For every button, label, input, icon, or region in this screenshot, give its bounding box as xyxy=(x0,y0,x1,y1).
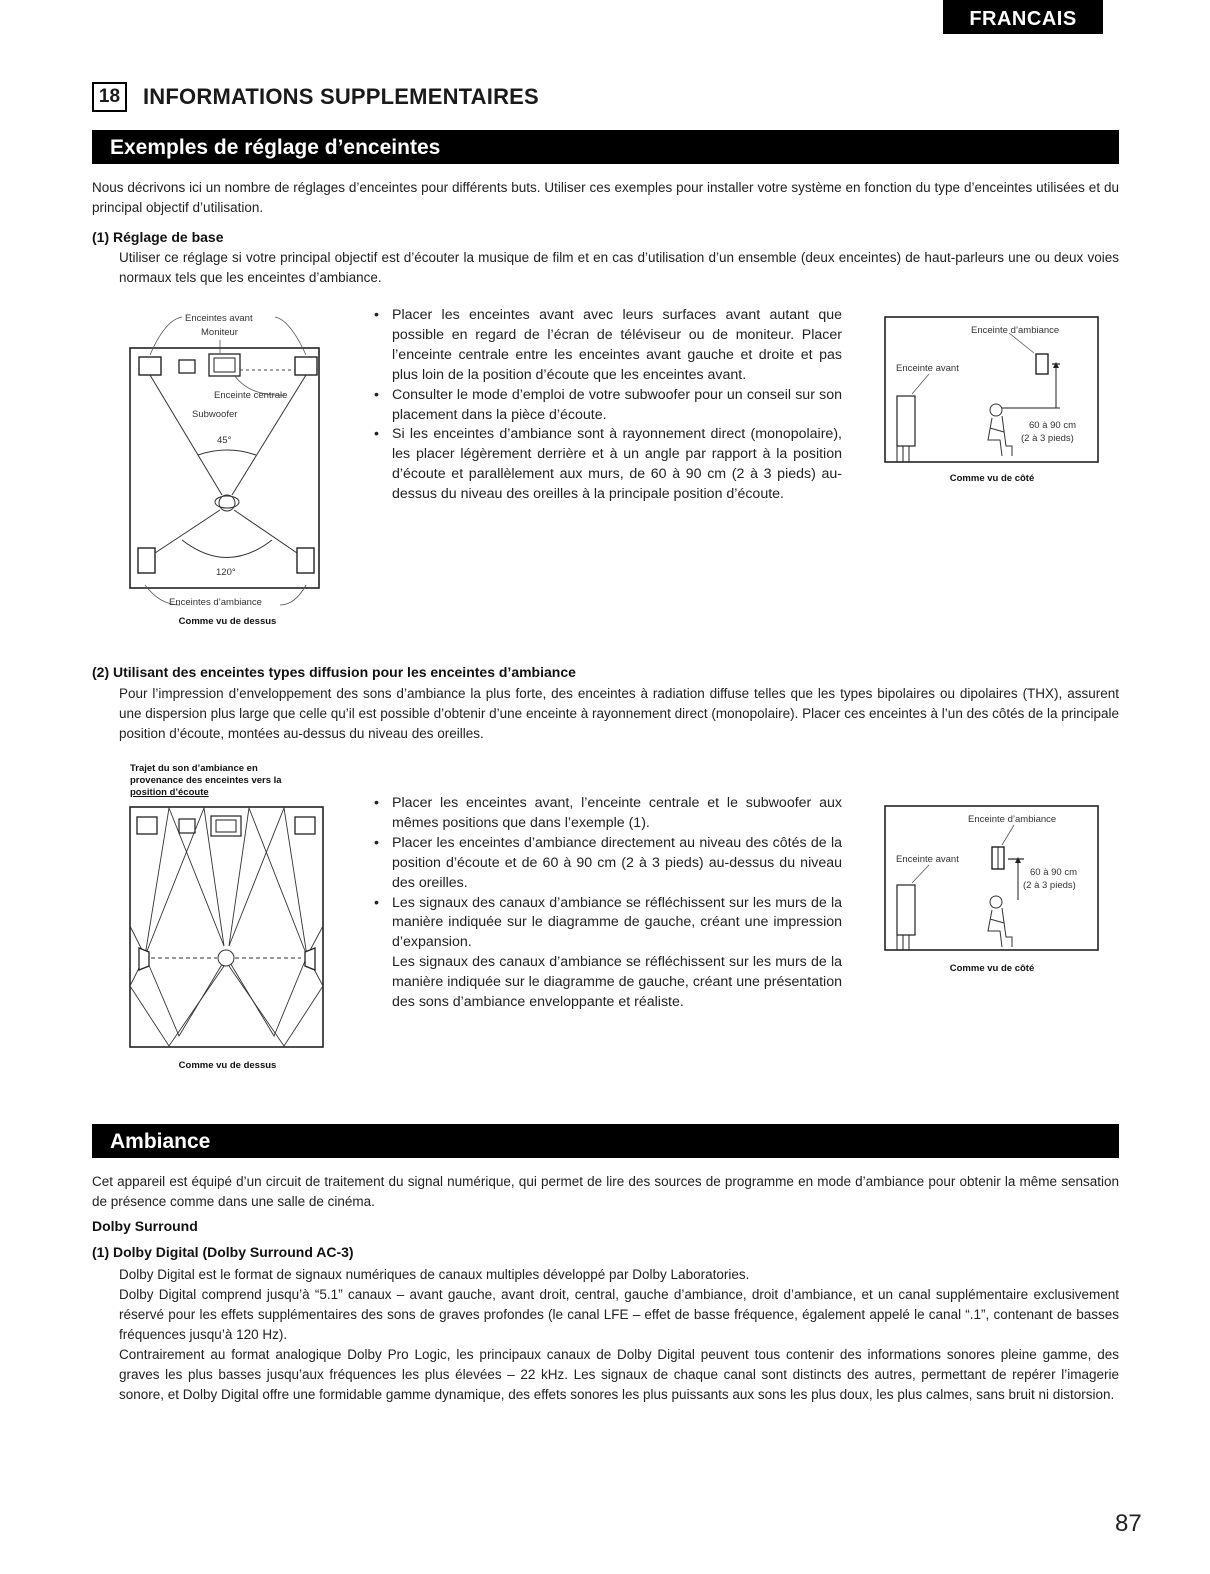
dolby-digital-paragraph-2: Dolby Digital comprend jusqu’à “5.1” canaux – avant gauche, avant droit, central, gauche d’ambiance, droit d’ambiance, et un canal supplémentaire exclusivement réservé pour les effets supplémentaires des sons de graves profondes (le canal LFE – effet de basse fréquence, également appelé le canal “.1”, contenant de basses fréquences jusqu’à 120 Hz). xyxy=(119,1287,1119,1342)
dolby-digital-paragraph-1: Dolby Digital est le format de signaux numériques de canaux multiples développé par Dolby Laboratories. xyxy=(119,1267,750,1282)
angle-45-label: 45° xyxy=(217,435,232,446)
angle-120-label: 120° xyxy=(216,567,236,578)
front-label-leader-left xyxy=(150,317,182,355)
surround-right-speaker-icon xyxy=(297,548,314,573)
surround-right-line xyxy=(234,510,297,553)
top-view-caption-2: Comme vu de dessus xyxy=(178,1060,277,1071)
front-right-speaker-icon xyxy=(295,817,315,834)
front-speaker-side-icon xyxy=(897,396,915,446)
front-speaker-side-icon xyxy=(897,885,915,935)
angle-120-arc xyxy=(182,540,272,558)
front-left-speaker-icon xyxy=(139,357,161,375)
listener-seated-icon xyxy=(988,908,1012,947)
item2-text: Pour l’impression d’enveloppement des sons d’ambiance la plus forte, des enceintes à radiation diffuse telles que les types bipolaires ou dipolaires (THX), assurent une dispersion plus large que celle qu’il est possible d’obtenir d’une enceinte à rayonnement direct (monopolaire). Placer ces enceintes à l’un des côtés de la principale position d’écoute, montées au-dessus du niveau des oreilles. xyxy=(119,686,1119,741)
surround-left-speaker-icon xyxy=(138,548,155,573)
angle-45-arc xyxy=(198,450,256,455)
side-surround-label: Enceinte d’ambiance xyxy=(971,325,1060,336)
item1-text: Utiliser ce réglage si votre principal objectif est d’écouter la musique de film et en cas d’utilisation d’un ensemble (deux enceintes) de haut-parleurs une ou deux voies normaux tels que les enceintes d’ambiance. xyxy=(119,250,1119,285)
section-title-ambiance: Ambiance xyxy=(92,1124,1119,1158)
item2-bullet-list xyxy=(372,794,842,1013)
side-view-caption-2: Comme vu de côté xyxy=(949,963,1035,974)
listener-side-head-icon xyxy=(990,404,1002,416)
side-height-imperial: (2 à 3 pieds) xyxy=(1021,433,1074,444)
side-surround-label: Enceinte d’ambiance xyxy=(968,814,1057,825)
language-tab: FRANCAIS xyxy=(943,0,1103,34)
dolby-digital-paragraph-3: Contrairement au format analogique Dolby Pro Logic, les principaux canaux de Dolby Digital peuvent tous contenir des informations sonores pleine gamme, des graves les plus basses jusqu’aux fréquences les plus élevées – 22 kHz. Les signaux de chaque canal sont distincts des autres, permettant de repérer l’imagerie sonore, et Dolby Digital offre une formidable gamme dynamique, des effets sonores les plus puissants aux sons les plus doux, les plus calmes, sans bruit ni distorsion. xyxy=(119,1347,1119,1402)
listener-head-icon xyxy=(219,495,235,511)
top-view-caption-1: Comme vu de dessus xyxy=(178,616,277,627)
path-label-line: Trajet du son d’ambiance en xyxy=(130,763,258,774)
room-outline xyxy=(130,807,323,1047)
surround-left-line xyxy=(155,510,220,553)
listener-side-head-icon xyxy=(990,896,1002,908)
side-height-imperial: (2 à 3 pieds) xyxy=(1023,880,1076,891)
path-label-line: provenance des enceintes vers la xyxy=(130,775,282,786)
front-label-leader-right xyxy=(275,317,306,355)
side-view-caption-1: Comme vu de côté xyxy=(949,473,1035,484)
side-front-label: Enceinte avant xyxy=(896,854,959,865)
item1-bullet-list xyxy=(372,306,842,505)
center-speaker-label: Enceinte centrale xyxy=(214,390,288,401)
dolby-digital-heading: (1) Dolby Digital (Dolby Surround AC-3) xyxy=(92,1244,354,1260)
top-view-diagram-basic xyxy=(110,305,335,608)
path-label-line: position d’écoute xyxy=(130,787,209,798)
subwoofer-label: Subwoofer xyxy=(192,409,238,420)
chapter-heading xyxy=(92,82,539,112)
surround-speaker-side-icon xyxy=(1036,354,1048,374)
top-view-diagram-diffuse xyxy=(129,806,325,1050)
subwoofer-icon xyxy=(179,819,195,833)
side-view-diagram-diffuse xyxy=(884,805,1100,953)
monitor-label: Moniteur xyxy=(201,327,238,338)
dolby-surround-heading: Dolby Surround xyxy=(92,1218,198,1234)
surround-speakers-label: Enceintes d’ambiance xyxy=(169,597,262,608)
front-left-speaker-icon xyxy=(137,817,157,834)
item2-bullet: • Les signaux des canaux d’ambiance se réfléchissent sur les murs de la manière indiquée sur le diagramme de gauche, créant une impression d’expansion. xyxy=(372,894,842,954)
room-outline xyxy=(130,348,319,588)
item1-bullet: • Placer les enceintes avant avec leurs surfaces avant autant que possible en regard de l’écran de téléviseur ou de moniteur. Placer l’enceinte centrale entre les enceintes avant gauche et droite et pas plus loin de la position d’écoute que les enceintes avant. xyxy=(372,306,842,386)
side-front-label: Enceinte avant xyxy=(896,363,959,374)
front-left-line xyxy=(150,375,222,495)
item2-bullet: • Placer les enceintes d’ambiance directement au niveau des côtés de la position d’écoute et de 60 à 90 cm (2 à 3 pieds) au-dessus du niveau des oreilles. xyxy=(372,834,842,894)
subwoofer-icon xyxy=(179,360,195,373)
side-height-metric: 60 à 90 cm xyxy=(1029,420,1076,431)
chapter-number: 18 xyxy=(92,82,127,112)
front-right-speaker-icon xyxy=(295,357,317,375)
path-label xyxy=(130,763,282,799)
surround-right-dipole-icon xyxy=(305,948,315,970)
section-title-speaker-examples: Exemples de réglage d’enceintes xyxy=(92,130,1119,164)
page-number: 87 xyxy=(1115,1510,1142,1537)
listener-head-icon xyxy=(218,950,234,966)
reflection-paths xyxy=(130,808,323,1046)
surround-left-dipole-icon xyxy=(139,948,149,970)
item2-bullet-continuation: Les signaux des canaux d’ambiance se réfléchissent sur les murs de la manière indiquée sur le diagramme de gauche, créant une présentation des sons d’ambiance enveloppante et réaliste. xyxy=(392,954,842,1011)
chapter-title: INFORMATIONS SUPPLEMENTAIRES xyxy=(143,84,539,109)
side-view-diagram-basic xyxy=(884,316,1100,466)
listener-seated-icon xyxy=(988,416,1012,456)
section1-intro: Nous décrivons ici un nombre de réglages d’enceintes pour différents buts. Utiliser ces exemples pour installer votre système en fonction du type d’enceintes utilisées et du principal objectif d’utilisation. xyxy=(92,180,1119,215)
item1-bullet: • Consulter le mode d’emploi de votre subwoofer pour un conseil sur son placement dans la pièce d’écoute. xyxy=(372,386,842,426)
side-height-metric: 60 à 90 cm xyxy=(1030,867,1077,878)
item2-bullet: • Placer les enceintes avant, l’enceinte centrale et le subwoofer aux mêmes positions que dans l’exemple (1). xyxy=(372,794,842,834)
front-speakers-label: Enceintes avant xyxy=(185,313,253,324)
item1-heading: (1) Réglage de base xyxy=(92,229,224,245)
item1-bullet: • Si les enceintes d’ambiance sont à rayonnement direct (monopolaire), les placer légèrement derrière et à un angle par rapport à la position d’écoute et parallèlement aux murs, de 60 à 90 cm (2 à 3 pieds) au-dessus du niveau des oreilles à la principale position d’écoute. xyxy=(372,425,842,505)
section2-intro: Cet appareil est équipé d’un circuit de traitement du signal numérique, qui permet de lire des sources de programme en mode d’ambiance pour obtenir la même sensation de présence comme dans une salle de cinéma. xyxy=(92,1174,1119,1209)
item2-heading: (2) Utilisant des enceintes types diffusion pour les enceintes d’ambiance xyxy=(92,664,576,680)
